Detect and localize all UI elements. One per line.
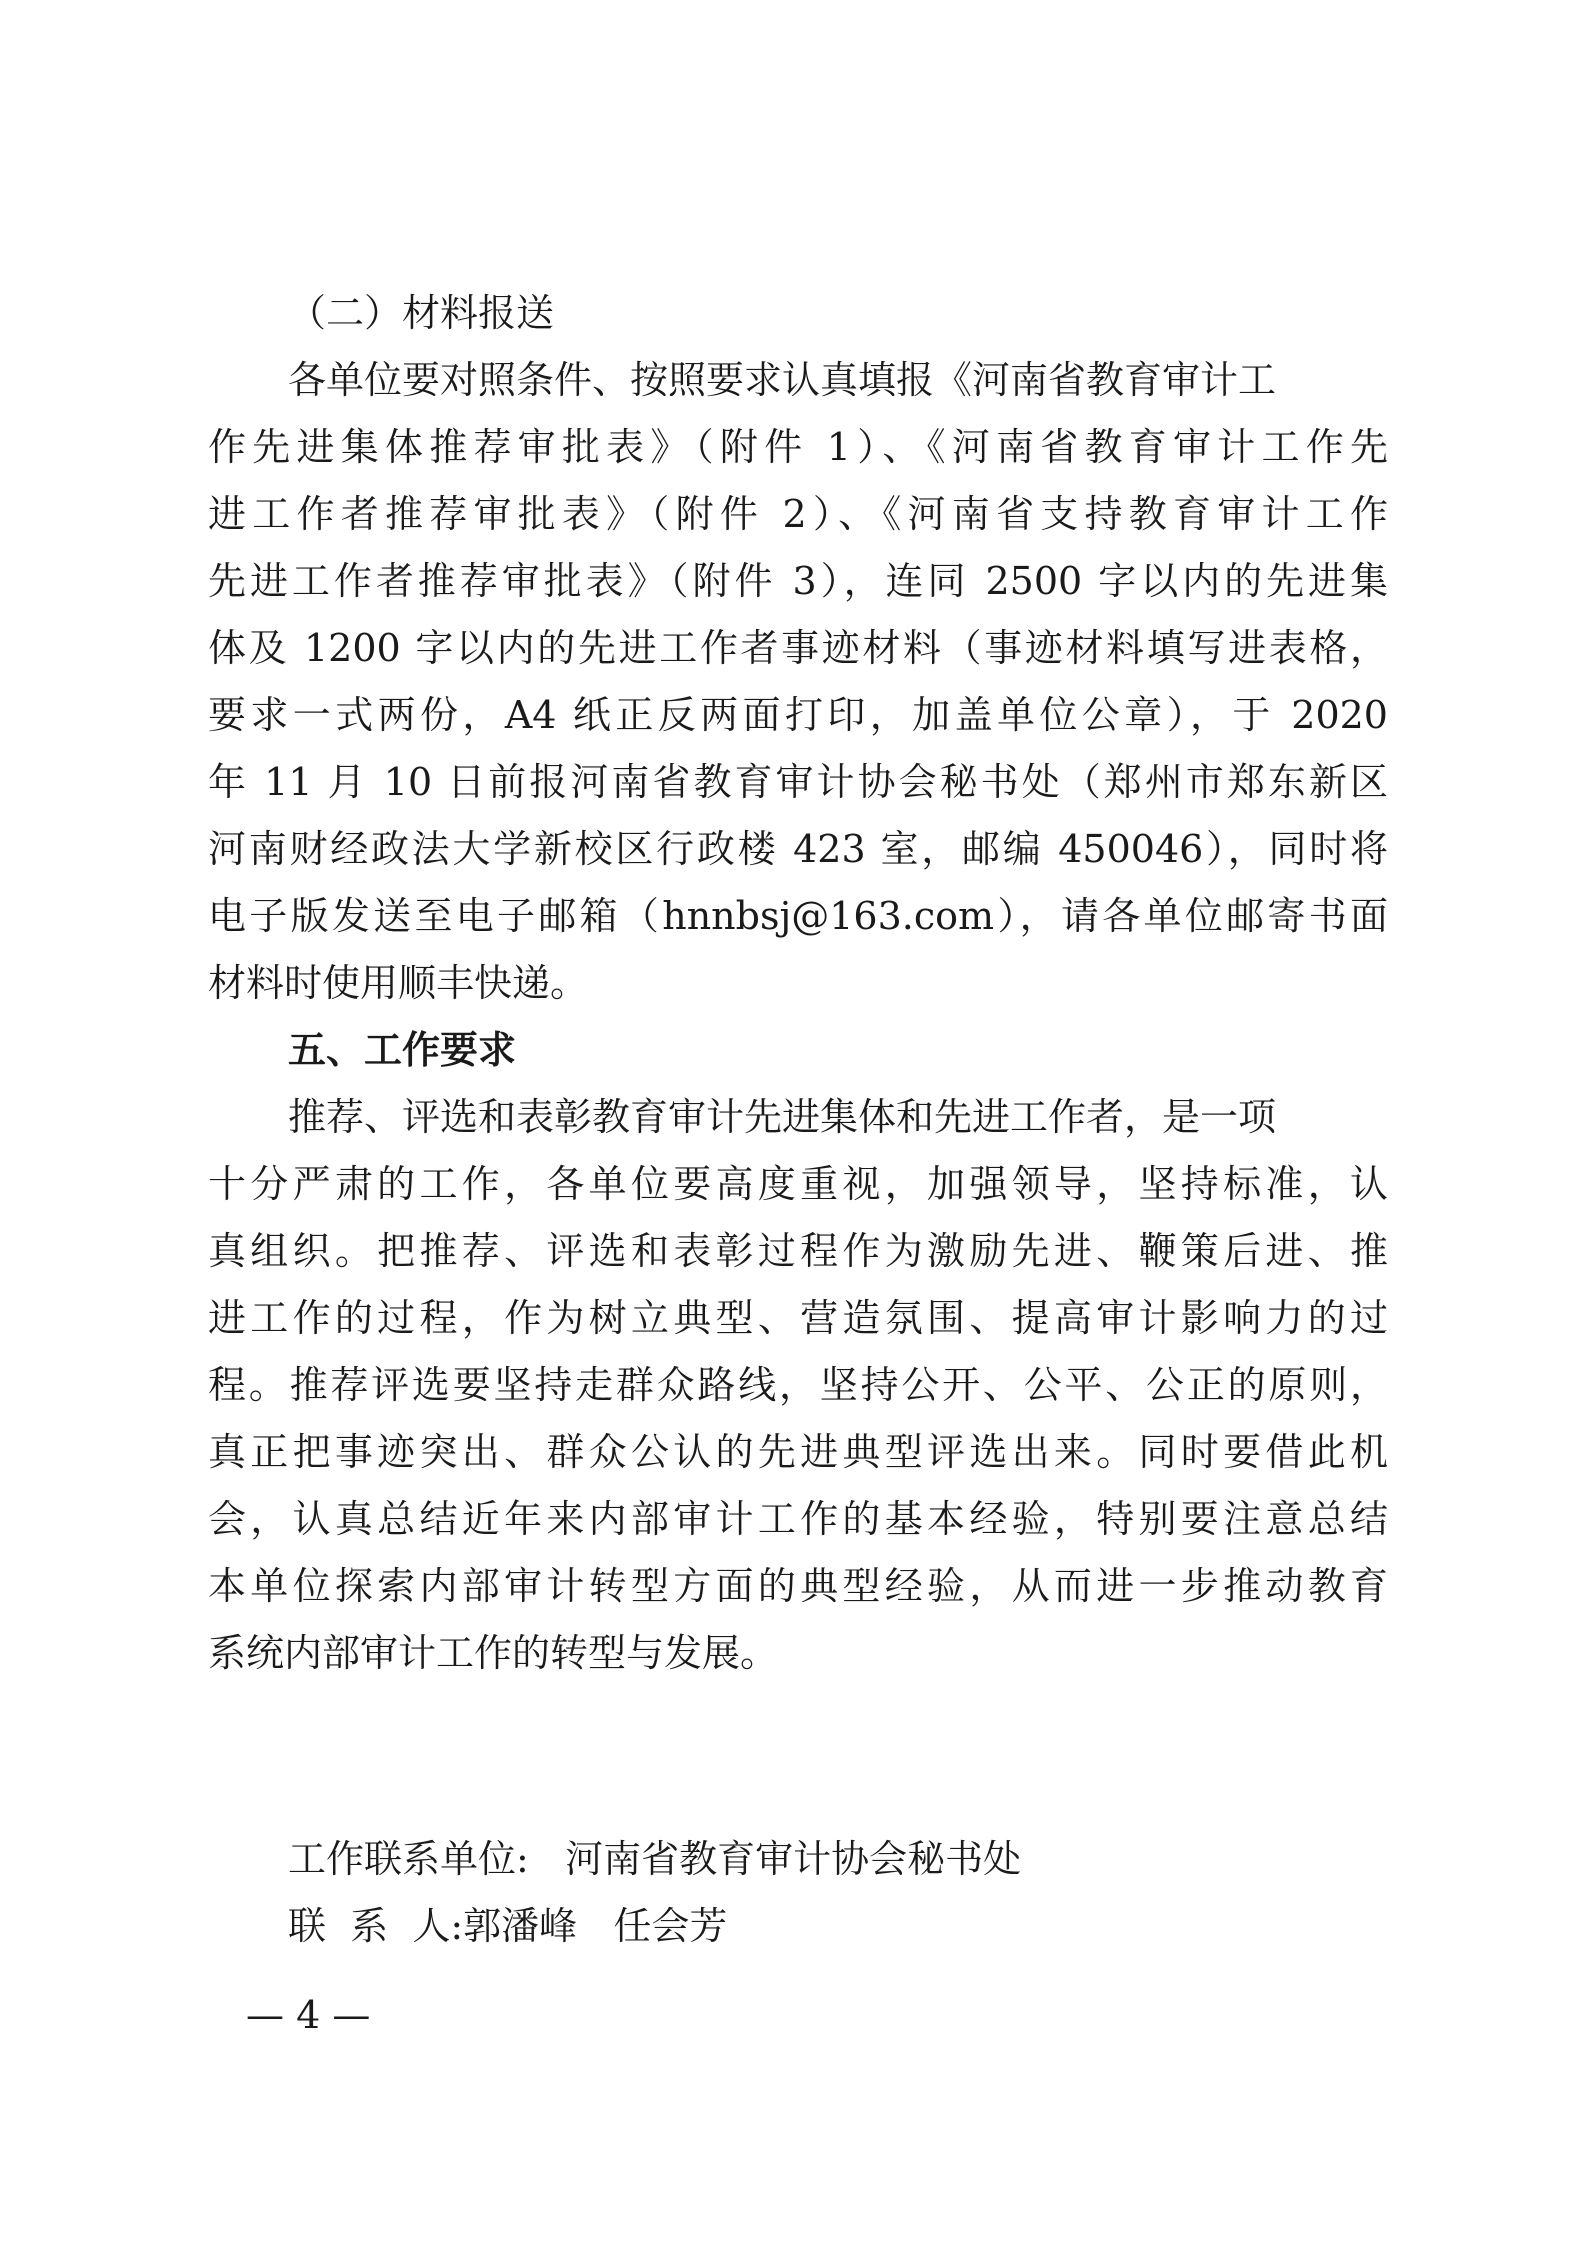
paragraph-line: 进工作者推荐审批表》（附件 2）、《河南省支持教育审计工作	[208, 492, 1388, 536]
contact-person-row	[288, 1893, 727, 1960]
paragraph-line: 推荐、评选和表彰教育审计先进集体和先进工作者，是一项	[288, 1095, 1277, 1139]
paragraph-line: 年 11 月 10 日前报河南省教育审计协会秘书处（郑州市郑东新区	[208, 760, 1388, 804]
section-requirements-heading: 五、工作要求	[288, 1028, 517, 1072]
contact-unit-row	[288, 1826, 1021, 1893]
paragraph-line: 会，认真总结近年来内部审计工作的基本经验，特别要注意总结	[208, 1497, 1388, 1541]
contact-person-label: 联 系 人:	[288, 1904, 464, 1948]
paragraph-line: 系统内部审计工作的转型与发展。	[208, 1631, 779, 1675]
paragraph-line: 体及 1200 字以内的先进工作者事迹材料（事迹材料填写进表格，	[208, 626, 1388, 670]
section-requirements-paragraph	[208, 1084, 1388, 1687]
paragraph-line: 材料时使用顺丰快递。	[208, 961, 589, 1005]
paragraph-line: 程。推荐评选要坚持走群众路线，坚持公开、公平、公正的原则，	[208, 1363, 1388, 1407]
document-body	[208, 280, 1388, 1687]
contact-unit-label: 工作联系单位:	[288, 1837, 529, 1881]
paragraph-line: 本单位探索内部审计转型方面的典型经验，从而进一步推动教育	[208, 1564, 1388, 1608]
paragraph-line: 河南财经政法大学新校区行政楼 423 室，邮编 450046），同时将	[208, 827, 1388, 871]
paragraph-line: 作先进集体推荐审批表》（附件 1）、《河南省教育审计工作先	[208, 425, 1388, 469]
contact-person-value: 郭潘峰 任会芳	[463, 1904, 728, 1948]
paragraph-line: 进工作的过程，作为树立典型、营造氛围、提高审计影响力的过	[208, 1296, 1388, 1340]
paragraph-line: 真正把事迹突出、群众公认的先进典型评选出来。同时要借此机	[208, 1430, 1388, 1474]
paragraph-line: 十分严肃的工作，各单位要高度重视，加强领导，坚持标准，认	[208, 1162, 1388, 1206]
section-materials-paragraph	[208, 347, 1388, 1017]
contact-unit-value: 河南省教育审计协会秘书处	[565, 1837, 1022, 1881]
paragraph-line: 各单位要对照条件、按照要求认真填报《河南省教育审计工	[288, 358, 1277, 402]
section-materials-heading: （二）材料报送	[288, 291, 555, 335]
paragraph-line: 真组织。把推荐、评选和表彰过程作为激励先进、鞭策后进、推	[208, 1229, 1388, 1273]
paragraph-line: 要求一式两份，A4 纸正反两面打印，加盖单位公章），于 2020	[208, 693, 1388, 737]
page-number: — 4 —	[246, 1993, 371, 2037]
paragraph-line: 电子版发送至电子邮箱（hnnbsj@163.com），请各单位邮寄书面	[208, 894, 1388, 938]
paragraph-line: 先进工作者推荐审批表》（附件 3），连同 2500 字以内的先进集	[208, 559, 1388, 603]
